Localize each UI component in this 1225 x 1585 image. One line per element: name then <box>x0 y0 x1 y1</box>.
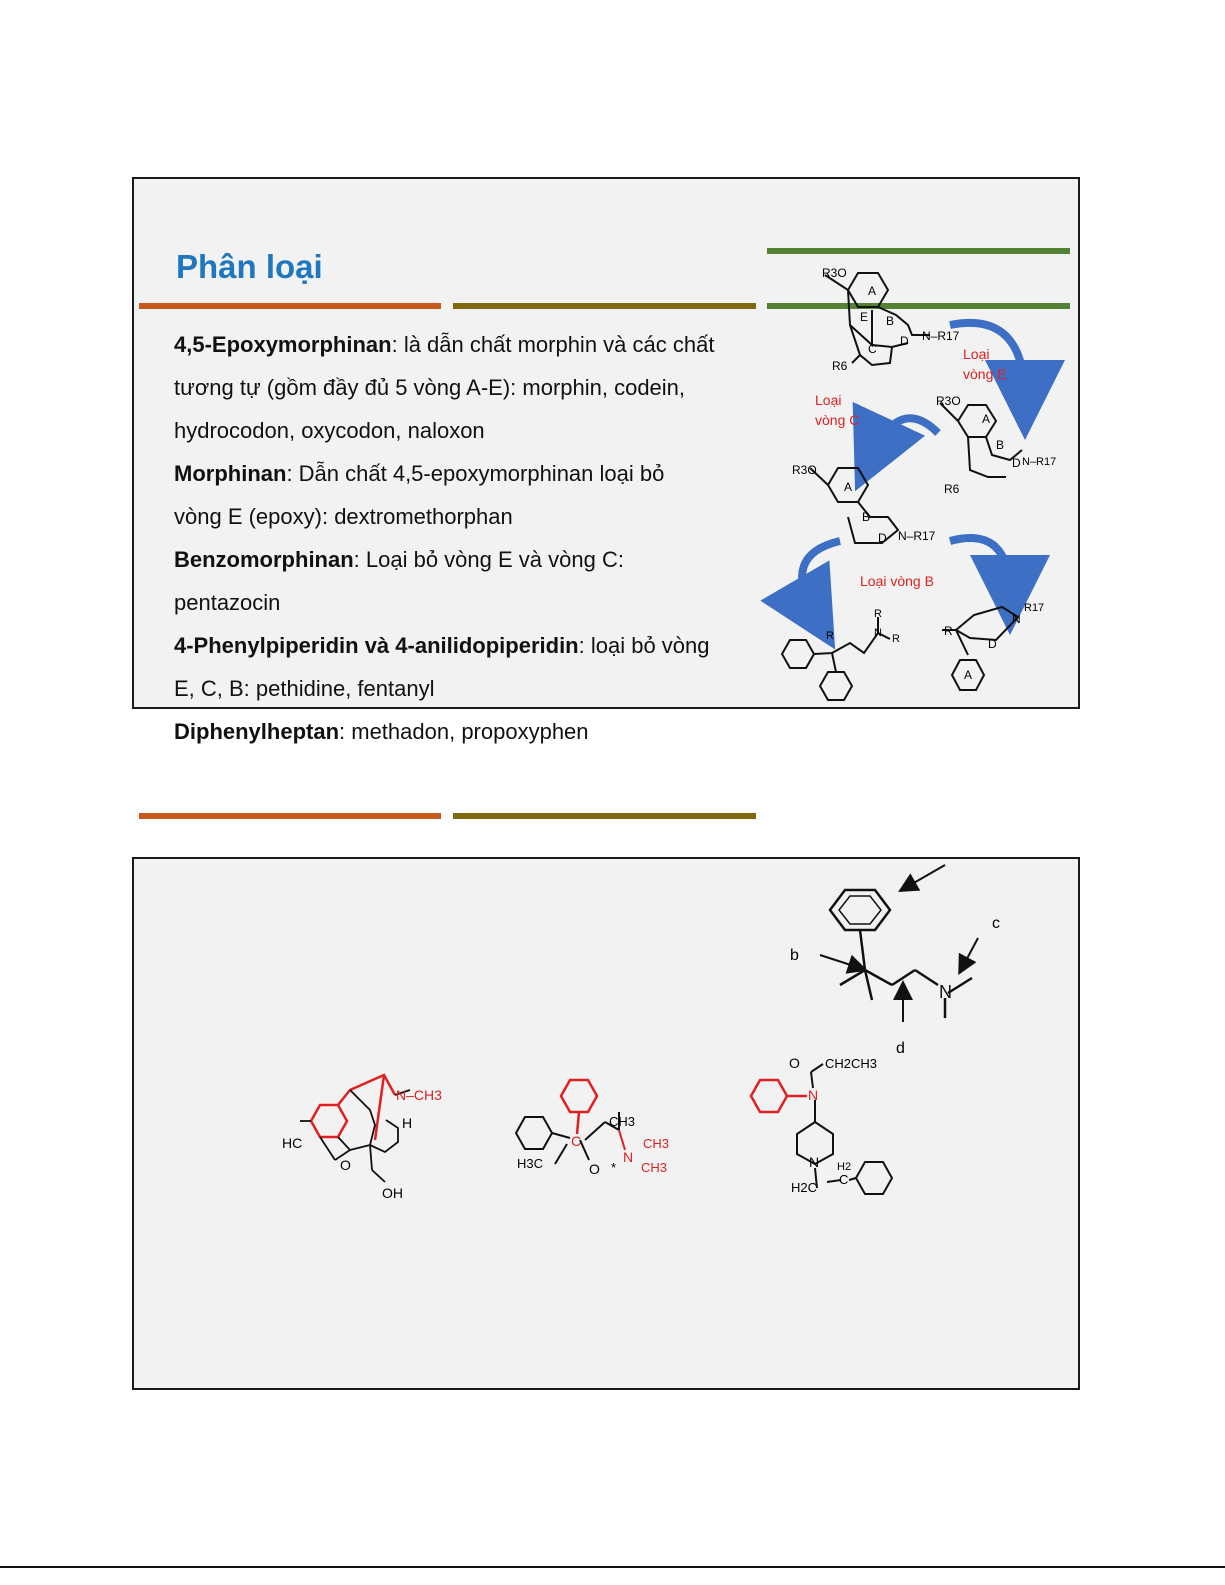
ring-a-label: A <box>868 284 877 298</box>
classification-line <box>174 461 664 487</box>
classification-line <box>174 332 714 358</box>
ring-d-label-pip: D <box>988 637 997 651</box>
opioid-scaffold-diagram <box>760 255 1080 710</box>
classification-line <box>174 676 435 702</box>
divider-olive-1 <box>453 303 756 309</box>
classification-line <box>174 633 710 659</box>
class-description: : Loại bỏ vòng E và vòng C: <box>353 547 624 572</box>
pointer-d-label: d <box>896 1040 905 1057</box>
fentanyl-c: C <box>839 1172 849 1187</box>
morphine-oh: OH <box>382 1185 403 1201</box>
epoxymorphinan-structure <box>825 273 930 365</box>
ring-e-label: E <box>860 310 869 324</box>
methadone-c: C <box>571 1133 582 1149</box>
class-description: hydrocodon, oxycodon, naloxon <box>174 418 485 443</box>
arrow-remove-ring-b-right <box>950 538 1010 595</box>
divider-orange-2 <box>139 813 441 819</box>
methadone-n: N <box>623 1149 634 1165</box>
arrow-e-label-2: vòng E <box>963 366 1007 382</box>
ring-a-label-pip: A <box>964 668 973 682</box>
ring-a-label-2: A <box>982 412 991 426</box>
fentanyl-n-amide: N <box>808 1087 819 1103</box>
label-r17-pip: R17 <box>1024 602 1045 614</box>
label-n-r17-2: N–R17 <box>1022 456 1057 468</box>
label-r-pip: R <box>944 624 953 638</box>
methadone-structure <box>515 1072 685 1192</box>
class-name-bold: 4,5-Epoxymorphinan <box>174 332 392 357</box>
label-r6: R6 <box>832 359 848 373</box>
class-description: E, C, B: pethidine, fentanyl <box>174 676 435 701</box>
methadone-stereo-star: * <box>611 1160 617 1175</box>
class-description: tương tự (gồm đầy đủ 5 vòng A-E): morphin, codein, <box>174 375 686 400</box>
pointer-c-label: c <box>992 915 1000 932</box>
class-description: : loại bỏ vòng <box>578 633 710 658</box>
ring-d-label-2: D <box>1012 456 1021 470</box>
arrow-b-label: Loại vòng B <box>860 573 934 589</box>
classification-line <box>174 547 624 573</box>
label-n-r17: N–R17 <box>922 329 960 343</box>
morphine-o: O <box>340 1157 351 1173</box>
fentanyl-o: O <box>789 1055 800 1071</box>
morphine-hc: HC <box>282 1135 303 1151</box>
ring-b-label: B <box>886 314 895 328</box>
pointer-b-label: b <box>790 947 799 964</box>
class-name-bold: 4-Phenylpiperidin và 4-anilidopiperidin <box>174 633 579 658</box>
arrow-remove-ring-c <box>872 418 938 455</box>
fentanyl-ch2ch3: CH2CH3 <box>825 1056 878 1071</box>
page-bottom-rule <box>0 1566 1225 1568</box>
class-name-bold: Benzomorphinan <box>174 547 354 572</box>
ring-a-label-3: A <box>844 480 853 494</box>
arrow-e-label-1: Loại <box>963 346 990 362</box>
ring-d-label: D <box>900 334 909 348</box>
arrow-remove-ring-b-left <box>802 541 840 615</box>
methadone-o: O <box>589 1161 600 1177</box>
arrow-c-label-2: vòng C <box>815 412 860 428</box>
class-description: : là dẫn chất morphin và các chất <box>391 332 715 357</box>
ring-c-label: C <box>868 342 877 356</box>
ring-b-label-3: B <box>862 510 871 524</box>
morphine-structure <box>280 1070 460 1210</box>
divider-olive-2 <box>453 813 756 819</box>
slide-title: Phân loại <box>176 248 323 285</box>
ring-b-label-2: B <box>996 438 1005 452</box>
class-description: pentazocin <box>174 590 281 615</box>
methadone-ch3: CH3 <box>609 1114 636 1129</box>
methadone-pharmacophore <box>780 860 1040 1060</box>
fentanyl-h2: H2 <box>837 1161 852 1173</box>
label-r-top: R <box>874 608 882 620</box>
class-name-bold: Diphenylheptan <box>174 719 340 744</box>
classification-line <box>174 418 485 444</box>
phenylpiperidine-structure <box>942 607 1018 690</box>
methadone-ch3-b: CH3 <box>641 1160 668 1175</box>
class-description: : methadon, propoxyphen <box>339 719 589 744</box>
label-r6-2: R6 <box>944 482 960 496</box>
class-name-bold: Morphinan <box>174 461 287 486</box>
label-n-pip: N <box>1012 612 1021 626</box>
classification-line <box>174 590 280 616</box>
class-description: vòng E (epoxy): dextromethorphan <box>174 504 513 529</box>
label-r3o-3: R3O <box>792 463 817 477</box>
label-r3o-2: R3O <box>936 394 961 408</box>
fentanyl-structure <box>745 1050 905 1200</box>
fentanyl-h2c: H2C <box>791 1180 818 1195</box>
morphine-h: H <box>402 1115 413 1131</box>
classification-line <box>174 375 685 401</box>
n-atom-label: N <box>939 982 952 1002</box>
label-r3o: R3O <box>822 266 847 280</box>
methadone-ch3-a: CH3 <box>643 1136 670 1151</box>
morphinan-structure <box>940 403 1022 477</box>
label-r-chain: R <box>826 630 834 642</box>
fentanyl-n-piperidine: N <box>809 1154 820 1170</box>
label-n-r17-3: N–R17 <box>898 529 936 543</box>
classification-line <box>174 719 589 745</box>
ring-d-label-3: D <box>878 531 887 545</box>
methadone-h3c: H3C <box>517 1156 544 1171</box>
divider-green-top <box>767 248 1070 254</box>
arrow-c-label-1: Loại <box>815 392 842 408</box>
label-r-right: R <box>892 633 900 645</box>
classification-line <box>174 504 513 530</box>
morphine-nch3: N–CH3 <box>396 1087 442 1103</box>
class-description: : Dẫn chất 4,5-epoxymorphinan loại bỏ <box>286 461 665 486</box>
label-n-chain: N <box>874 627 882 639</box>
divider-orange-1 <box>139 303 441 309</box>
